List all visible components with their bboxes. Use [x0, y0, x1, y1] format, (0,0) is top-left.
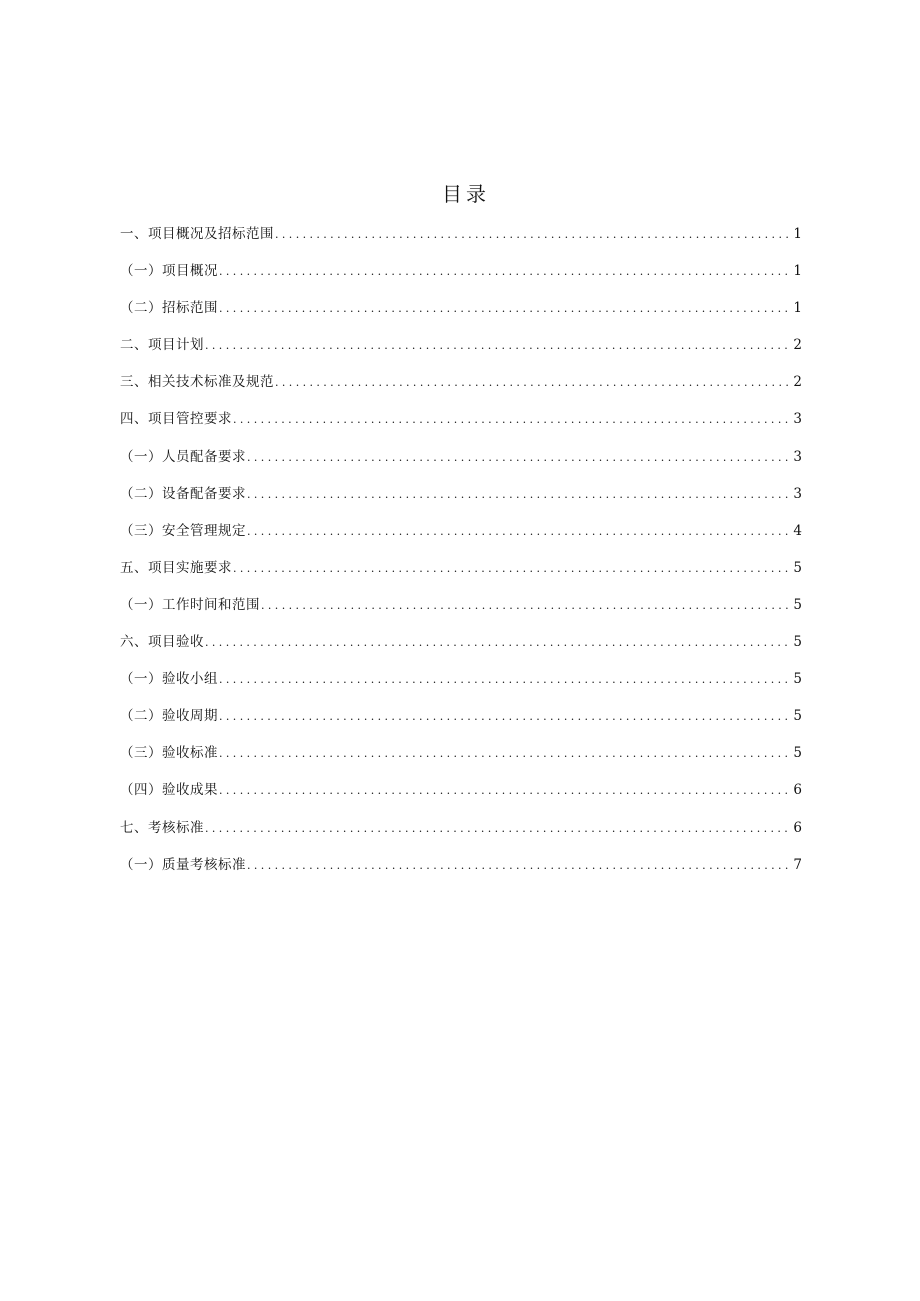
- toc-leader-dots: [205, 819, 792, 839]
- toc-entry-page: 5: [793, 671, 802, 688]
- toc-entry[interactable]: [120, 855, 802, 892]
- toc-entry-page: 6: [793, 782, 802, 799]
- toc-list: [120, 224, 802, 892]
- toc-leader-dots: [233, 559, 792, 579]
- toc-leader-dots: [219, 670, 792, 690]
- toc-entry-label: 三、相关技术标准及规范: [120, 374, 274, 391]
- toc-entry-page: 2: [793, 374, 802, 391]
- toc-leader-dots: [247, 522, 792, 542]
- toc-entry-page: 3: [793, 411, 802, 428]
- toc-leader-dots: [205, 633, 792, 653]
- toc-leader-dots: [219, 299, 792, 319]
- toc-entry-label: （一）人员配备要求: [120, 448, 246, 465]
- toc-entry-label: 七、考核标准: [120, 819, 204, 836]
- toc-entry[interactable]: [120, 818, 802, 855]
- toc-leader-dots: [205, 336, 792, 356]
- toc-entry-page: 7: [793, 856, 802, 873]
- toc-leader-dots: [275, 373, 792, 393]
- toc-entry[interactable]: [120, 780, 802, 817]
- toc-entry-page: 5: [793, 708, 802, 725]
- toc-entry-page: 1: [793, 263, 802, 280]
- toc-entry-label: （二）招标范围: [120, 300, 218, 317]
- toc-entry-label: （三）安全管理规定: [120, 522, 246, 539]
- toc-entry[interactable]: [120, 595, 802, 632]
- toc-entry-page: 3: [793, 448, 802, 465]
- toc-entry-label: 一、项目概况及招标范围: [120, 226, 274, 242]
- toc-leader-dots: [247, 856, 792, 876]
- toc-entry[interactable]: [120, 298, 802, 335]
- toc-entry-page: 1: [793, 226, 802, 242]
- toc-entry-page: 5: [793, 596, 802, 613]
- toc-entry-label: 六、项目验收: [120, 634, 204, 651]
- toc-entry-label: 五、项目实施要求: [120, 559, 232, 576]
- toc-entry[interactable]: [120, 521, 802, 558]
- toc-entry-page: 2: [793, 337, 802, 354]
- toc-entry[interactable]: [120, 484, 802, 521]
- toc-entry[interactable]: [120, 669, 802, 706]
- toc-entry[interactable]: [120, 558, 802, 595]
- toc-entry[interactable]: [120, 261, 802, 298]
- toc-entry-label: （四）验收成果: [120, 782, 218, 799]
- toc-entry-label: 四、项目管控要求: [120, 411, 232, 428]
- toc-leader-dots: [219, 262, 792, 282]
- toc-leader-dots: [219, 707, 792, 727]
- toc-entry-label: （一）工作时间和范围: [120, 596, 260, 613]
- toc-leader-dots: [261, 596, 792, 616]
- toc-leader-dots: [247, 448, 792, 468]
- toc-entry-label: 二、项目计划: [120, 337, 204, 354]
- toc-entry[interactable]: [120, 409, 802, 446]
- toc-leader-dots: [219, 744, 792, 764]
- toc-entry[interactable]: [120, 335, 802, 372]
- toc-entry[interactable]: [120, 743, 802, 780]
- toc-entry-label: （一）项目概况: [120, 263, 218, 280]
- toc-entry-page: 3: [793, 485, 802, 502]
- toc-title: 目录: [442, 182, 490, 206]
- toc-leader-dots: [233, 410, 792, 430]
- toc-leader-dots: [247, 485, 792, 505]
- toc-entry-label: （一）质量考核标准: [120, 856, 246, 873]
- toc-entry-page: 6: [793, 819, 802, 836]
- toc-entry[interactable]: [120, 706, 802, 743]
- toc-entry-label: （三）验收标准: [120, 745, 218, 762]
- toc-entry-page: 4: [793, 522, 802, 539]
- toc-entry-label: （一）验收小组: [120, 671, 218, 688]
- toc-entry-label: （二）设备配备要求: [120, 485, 246, 502]
- toc-entry-page: 5: [793, 745, 802, 762]
- toc-entry[interactable]: [120, 372, 802, 409]
- toc-entry[interactable]: [120, 447, 802, 484]
- toc-entry-page: 1: [793, 300, 802, 317]
- toc-entry[interactable]: [120, 632, 802, 669]
- toc-entry-page: 5: [793, 559, 802, 576]
- toc-entry[interactable]: [120, 224, 802, 261]
- toc-leader-dots: [219, 781, 792, 801]
- toc-entry-page: 5: [793, 634, 802, 651]
- toc-leader-dots: [275, 225, 792, 245]
- toc-entry-label: （二）验收周期: [120, 708, 218, 725]
